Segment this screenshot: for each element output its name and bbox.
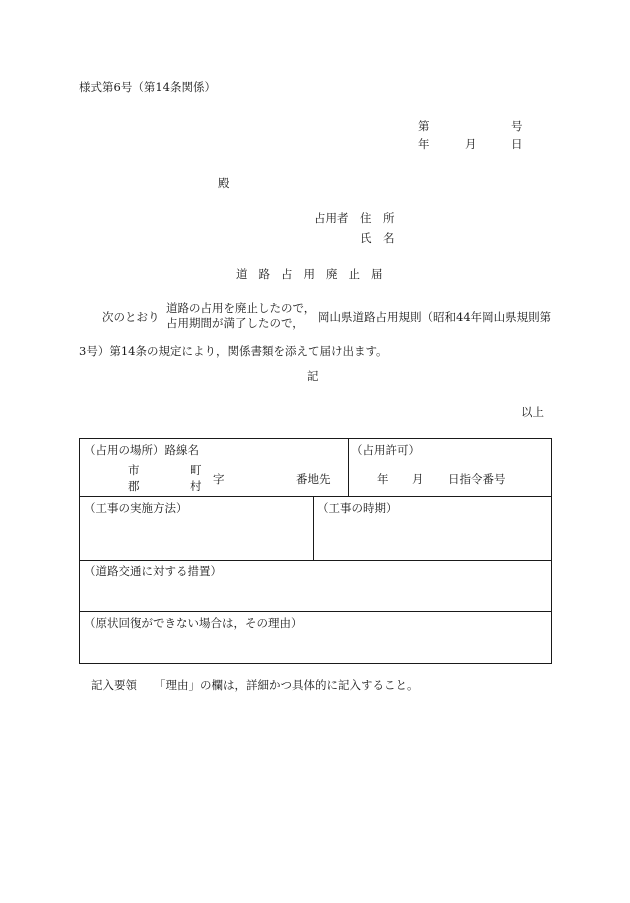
body-lead: 次のとおり [102,310,160,324]
document-title: 道路占用廃止届 [236,267,394,281]
applicant-name-label: 氏 名 [360,231,395,245]
note-text: 「理由」の欄は，詳細かつ具体的に記入すること。 [154,678,419,692]
permit-number: 日指令番号 [448,472,506,486]
method-label: （工事の実施方法） [84,501,188,515]
banchi-label: 番地先 [296,472,331,486]
body-line2: 3号）第14条の規定により，関係書類を添えて届け出ます。 [79,344,388,358]
applicant-address-label: 住 所 [360,211,395,225]
note-label: 記入要領 [91,678,137,692]
number-gou: 号 [511,119,523,133]
body-option-expire: 占用期間が満了したので， [166,316,304,330]
number-dai: 第 [418,119,430,133]
body-option-abolish: 道路の占用を廃止したので， [166,301,316,315]
date-month: 月 [465,137,477,151]
ijou-text: 以上 [521,405,544,419]
traffic-label: （道路交通に対する措置） [84,564,222,578]
place-label: （占用の場所）路線名 [84,443,199,457]
body-continuation: 岡山県道路占用規則（昭和44年岡山県規則第 [318,310,552,324]
form-label: 様式第6号（第14条関係） [79,80,216,94]
ki-heading: 記 [307,369,319,383]
city-label: 市 [128,463,140,477]
permit-label: （占用許可） [351,443,420,457]
gun-label: 郡 [128,479,140,493]
restore-label: （原状回復ができない場合は，その理由） [84,616,303,630]
machi-label: 町 [190,463,202,477]
addressee-suffix: 殿 [218,176,230,190]
aza-label: 字 [213,472,225,486]
mura-label: 村 [190,479,202,493]
applicant-role: 占用者 [314,211,349,225]
date-day: 日 [511,137,523,151]
permit-month: 月 [412,472,424,486]
date-year: 年 [418,137,430,151]
period-label: （工事の時期） [317,501,398,515]
permit-year: 年 [377,472,389,486]
